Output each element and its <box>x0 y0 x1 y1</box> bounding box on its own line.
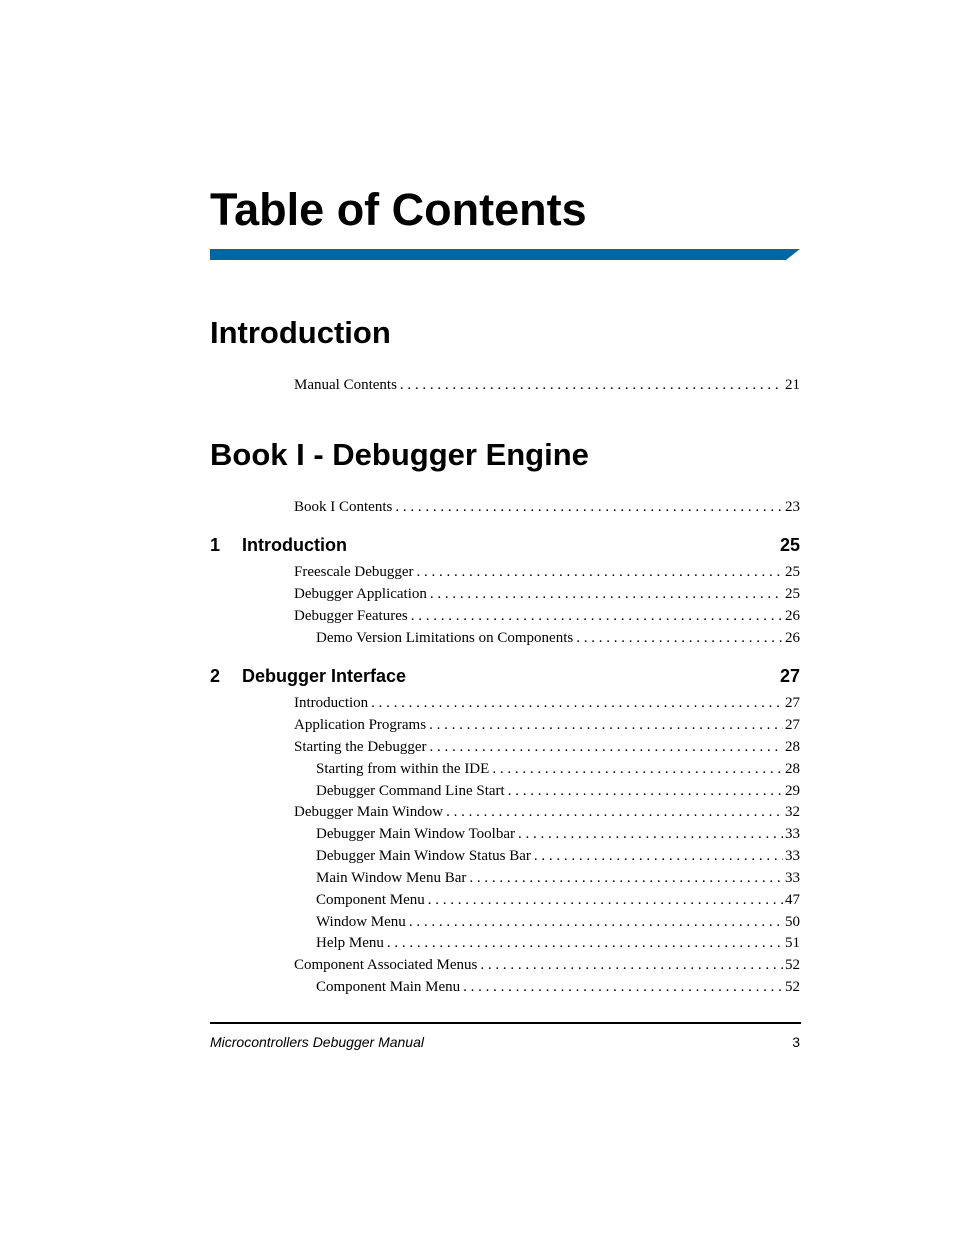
toc-entry-manual-contents[interactable] <box>294 375 800 395</box>
toc-entry-component-associated-menus[interactable] <box>294 955 800 975</box>
toc-entry-help-menu[interactable] <box>316 933 800 953</box>
toc-entry-main-window-status-bar[interactable] <box>316 846 800 866</box>
toc-entry-page: 26 <box>785 608 800 624</box>
dot-leader <box>429 715 783 735</box>
dot-leader <box>534 846 783 866</box>
toc-entry-starting-from-ide[interactable] <box>316 759 800 779</box>
toc-entry-page: 32 <box>785 804 800 820</box>
dot-leader <box>428 890 783 910</box>
dot-leader <box>400 375 783 395</box>
toc-entry-label: Starting from within the IDE <box>316 761 490 777</box>
chapter-heading-1[interactable] <box>210 533 800 557</box>
chapter-title: Introduction <box>242 535 347 555</box>
toc-entry-component-menu[interactable] <box>316 890 800 910</box>
dot-leader <box>469 868 783 888</box>
toc-entry-label: Help Menu <box>316 935 384 951</box>
toc-entry-window-menu[interactable] <box>316 912 800 932</box>
dot-leader <box>463 977 783 997</box>
toc-entry-label: Debugger Application <box>294 586 427 602</box>
toc-entry-label: Demo Version Limitations on Components <box>316 630 574 646</box>
footer-divider <box>210 1022 801 1024</box>
toc-entry-demo-version-limitations[interactable] <box>316 628 800 648</box>
dot-leader <box>411 606 783 626</box>
toc-entry-label: Debugger Command Line Start <box>316 783 505 799</box>
toc-entry-command-line-start[interactable] <box>316 781 800 801</box>
dot-leader <box>371 693 783 713</box>
toc-entry-label: Introduction <box>294 695 369 711</box>
toc-entry-label: Debugger Features <box>294 608 408 624</box>
toc-entry-page: 33 <box>785 848 800 864</box>
dot-leader <box>409 912 783 932</box>
toc-entry-page: 21 <box>785 377 800 393</box>
chapter-page: 25 <box>779 535 800 555</box>
toc-entry-debugger-main-window[interactable] <box>294 802 800 822</box>
toc-entry-label: Debugger Main Window <box>294 804 444 820</box>
toc-entry-page: 50 <box>785 914 800 930</box>
toc-entry-page: 23 <box>785 499 800 515</box>
toc-entry-main-window-toolbar[interactable] <box>316 824 800 844</box>
toc-entry-page: 33 <box>785 826 800 842</box>
dot-leader <box>387 933 783 953</box>
page-title: Table of Contents <box>210 184 587 235</box>
chapter-number: 1 <box>210 535 221 555</box>
chapter-heading-2[interactable] <box>210 664 800 688</box>
toc-entry-page: 47 <box>785 892 800 908</box>
dot-leader <box>429 737 783 757</box>
title-accent-bar <box>210 249 800 260</box>
title-accent-bar-shape <box>210 249 800 260</box>
toc-entry-introduction[interactable] <box>294 693 800 713</box>
toc-entry-book-i-contents[interactable] <box>294 497 800 517</box>
toc-entry-page: 27 <box>785 695 800 711</box>
chapter-title: Debugger Interface <box>242 666 407 686</box>
toc-entry-debugger-features[interactable] <box>294 606 800 626</box>
dot-leader <box>480 955 783 975</box>
toc-entry-label: Debugger Main Window Status Bar <box>316 848 531 864</box>
toc-entry-component-main-menu[interactable] <box>316 977 800 997</box>
toc-entry-page: 29 <box>785 783 800 799</box>
dot-leader <box>518 824 783 844</box>
chapter-number: 2 <box>210 666 221 686</box>
toc-entry-label: Freescale Debugger <box>294 564 414 580</box>
section-heading-introduction: Introduction <box>210 315 391 350</box>
toc-entry-page: 51 <box>785 935 800 951</box>
toc-entry-main-window-menu-bar[interactable] <box>316 868 800 888</box>
toc-entry-label: Book I Contents <box>294 499 393 515</box>
toc-entry-page: 26 <box>785 630 800 646</box>
toc-entry-page: 52 <box>785 957 800 973</box>
dot-leader <box>508 781 783 801</box>
toc-entry-label: Starting the Debugger <box>294 739 427 755</box>
toc-entry-page: 25 <box>785 564 800 580</box>
toc-entry-page: 33 <box>785 870 800 886</box>
toc-entry-label: Debugger Main Window Toolbar <box>316 826 516 842</box>
toc-entry-label: Application Programs <box>294 717 427 733</box>
toc-entry-page: 25 <box>785 586 800 602</box>
footer-page-number: 3 <box>792 1034 800 1050</box>
toc-entry-page: 52 <box>785 979 800 995</box>
toc-entry-application-programs[interactable] <box>294 715 800 735</box>
toc-entry-label: Window Menu <box>316 914 406 930</box>
dot-leader <box>430 584 783 604</box>
toc-entry-label: Component Main Menu <box>316 979 461 995</box>
toc-entry-starting-the-debugger[interactable] <box>294 737 800 757</box>
toc-entry-page: 28 <box>785 761 800 777</box>
toc-entry-label: Main Window Menu Bar <box>316 870 467 886</box>
section-heading-book-i: Book I - Debugger Engine <box>210 437 589 472</box>
chapter-page: 27 <box>779 666 800 686</box>
toc-entry-label: Component Menu <box>316 892 425 908</box>
dot-leader <box>492 759 783 779</box>
dot-leader <box>417 562 783 582</box>
toc-entry-freescale-debugger[interactable] <box>294 562 800 582</box>
toc-entry-page: 28 <box>785 739 800 755</box>
dot-leader <box>395 497 783 517</box>
toc-entry-page: 27 <box>785 717 800 733</box>
toc-entry-label: Manual Contents <box>294 377 397 393</box>
toc-entry-label: Component Associated Menus <box>294 957 478 973</box>
dot-leader <box>446 802 783 822</box>
toc-entry-debugger-application[interactable] <box>294 584 800 604</box>
dot-leader <box>576 628 783 648</box>
footer-manual-title: Microcontrollers Debugger Manual <box>210 1034 424 1050</box>
